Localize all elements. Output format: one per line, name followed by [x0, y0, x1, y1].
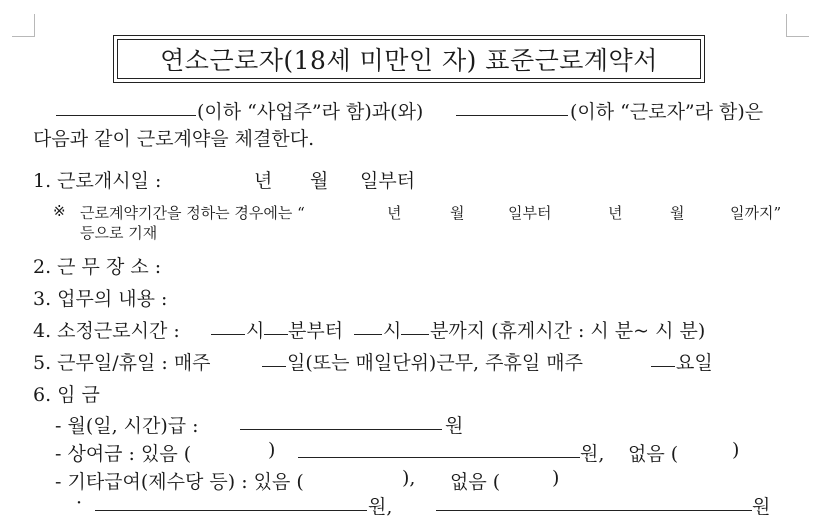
base-wage-unit: 원: [445, 415, 464, 437]
base-wage-label: - 월(일, 시간)급 :: [55, 415, 199, 437]
note-year-2: 년: [608, 204, 623, 222]
base-wage-blank[interactable]: [240, 411, 442, 435]
bonus-none: 없음 (: [628, 443, 679, 465]
end-minute-blank[interactable]: [401, 316, 429, 340]
workdays-label: 5. 근무일/휴일 : 매주: [33, 352, 211, 374]
note-until: 일까지”: [730, 204, 782, 222]
bonus-close: ): [268, 439, 276, 461]
start-hour-unit: 시: [246, 320, 265, 342]
end-minute-unit: 분까지 (휴게시간 : 시 분~ 시 분): [430, 320, 706, 342]
note-from: 일부터: [508, 204, 552, 222]
weekly-holiday-unit: 요일: [676, 352, 713, 374]
end-hour-blank[interactable]: [354, 316, 382, 340]
weekly-holiday-blank[interactable]: [651, 348, 675, 372]
note-text: 근로계약기간을 정하는 경우에는 “: [80, 204, 305, 222]
bonus-amount-blank[interactable]: [298, 439, 580, 463]
detail-unit-2: 원: [752, 496, 771, 518]
working-hours-label: 4. 소정근로시간 :: [33, 320, 180, 342]
workdays-count-blank[interactable]: [262, 348, 286, 372]
other-pay-close: ),: [402, 467, 416, 489]
workplace-label: 2. 근 무 장 소 :: [33, 256, 162, 278]
page-corner-mark-left: [12, 14, 35, 37]
document-title: 연소근로자(18세 미만인 자) 표준근로계약서: [117, 39, 701, 79]
other-pay-none: 없음 (: [450, 471, 501, 493]
other-pay-label: - 기타급여(제수당 등) : 있음 (: [55, 471, 304, 493]
bonus-label: - 상여금 : 있음 (: [55, 443, 192, 465]
intro-employer-text: (이하 “사업주”라 함)과(와): [197, 101, 424, 123]
note-month-1: 월: [450, 204, 465, 222]
other-pay-none-close: ): [552, 467, 560, 489]
wages-label: 6. 임 금: [33, 384, 100, 406]
start-from: 일부터: [360, 170, 416, 192]
bonus-unit: 원,: [580, 443, 605, 465]
note-text-2: 등으로 기재: [80, 224, 158, 242]
bonus-none-close: ): [732, 439, 740, 461]
detail-amount-blank-2[interactable]: [436, 492, 752, 516]
start-year: 년: [254, 170, 273, 192]
detail-bullet: ·: [76, 492, 83, 514]
start-month: 월: [310, 170, 329, 192]
job-content-label: 3. 업무의 내용 :: [33, 288, 168, 310]
page-corner-mark-right: [786, 14, 809, 37]
title-box: [113, 35, 705, 83]
start-hour-blank[interactable]: [211, 316, 245, 340]
intro-text-2: 다음과 같이 근로계약을 체결한다.: [33, 128, 315, 150]
intro-worker-text: (이하 “근로자”라 함)은: [570, 101, 764, 123]
start-minute-blank[interactable]: [264, 316, 288, 340]
detail-unit-1: 원,: [368, 496, 393, 518]
start-date-label: 1. 근로개시일 :: [33, 170, 162, 192]
workdays-text: 일(또는 매일단위)근무, 주휴일 매주: [287, 352, 583, 374]
note-mark: ※: [53, 202, 66, 220]
note-year-1: 년: [387, 204, 402, 222]
employer-blank[interactable]: [56, 97, 196, 121]
end-hour-unit: 시: [383, 320, 402, 342]
worker-blank[interactable]: [456, 97, 568, 121]
start-minute-unit: 분부터: [288, 320, 344, 342]
detail-amount-blank-1[interactable]: [95, 492, 367, 516]
note-month-2: 월: [670, 204, 685, 222]
